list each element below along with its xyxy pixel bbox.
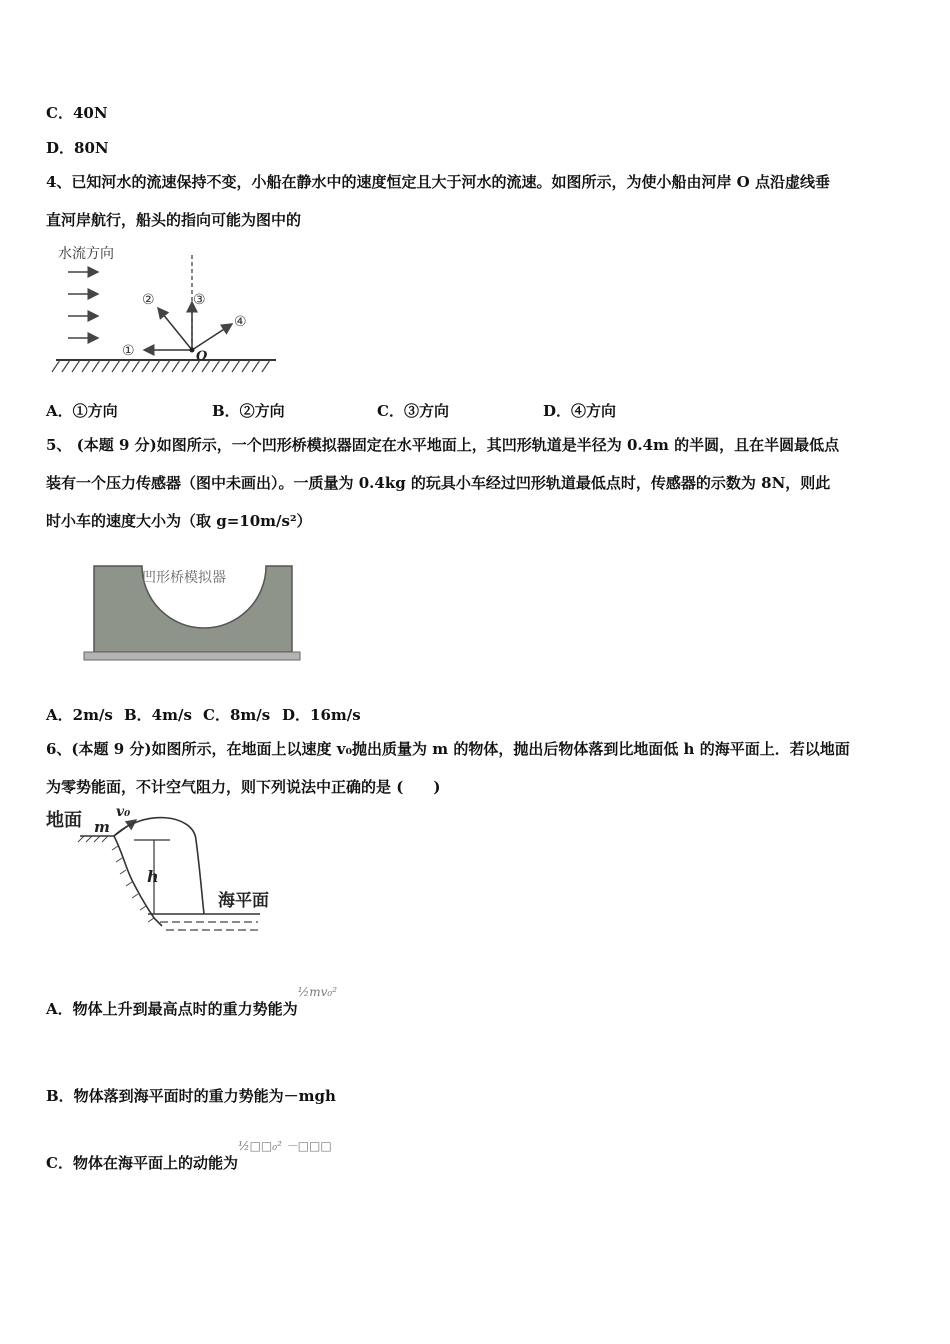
q5-option-c: C．8m/s xyxy=(203,706,271,724)
q4-option-d: D．④方向 xyxy=(543,402,617,420)
direction-4-label: ④ xyxy=(234,314,247,330)
point-o-dot xyxy=(190,348,195,353)
q5-option-d: D．16m/s xyxy=(282,706,361,724)
q6-option-a-formula: ½mv₀² xyxy=(297,985,338,999)
q3-option-c: C．40N xyxy=(46,104,108,122)
q6-stem-line2: 为零势能面，不计空气阻力，则下列说法中正确的是 ( ) xyxy=(46,778,441,796)
direction-4-arrow xyxy=(192,324,232,350)
q4-figure xyxy=(46,238,286,378)
water-flow-label: 水流方向 xyxy=(58,246,114,262)
q3-option-d: D．80N xyxy=(46,139,109,157)
point-o-label: O xyxy=(196,349,208,364)
q5-figure xyxy=(80,560,304,664)
q4-option-c: C．③方向 xyxy=(377,402,449,420)
q4-stem-line2: 直河岸航行，船头的指向可能为图中的 xyxy=(46,211,302,229)
velocity-label: v₀ xyxy=(116,804,131,820)
q6-figure xyxy=(44,800,294,940)
direction-2-label: ② xyxy=(142,292,155,308)
q4-option-a: A．①方向 xyxy=(46,402,118,420)
bridge-base xyxy=(84,652,300,660)
q6-option-a-text: A．物体上升到最高点时的重力势能为 xyxy=(46,1000,298,1018)
mass-label: m xyxy=(94,818,110,836)
q5-option-b: B．4m/s xyxy=(124,706,192,724)
trajectory xyxy=(114,818,204,914)
bridge-label: 凹形桥模拟器 xyxy=(142,570,226,586)
ground-hatching xyxy=(78,836,108,842)
q5-stem-line3: 时小车的速度大小为（取 g=10m/s²） xyxy=(46,512,312,530)
q5-stem-line1: 5、 (本题 9 分)如图所示，一个凹形桥模拟器固定在水平地面上，其凹形轨道是半径为 0.4m 的半圆，且在半圆最低点 xyxy=(46,436,840,454)
q4-stem-line1: 4、已知河水的流速保持不变，小船在静水中的速度恒定且大于河水的流速。如图所示，为使小船由河岸 O 点沿虚线垂 xyxy=(46,173,830,191)
q6-option-a xyxy=(46,985,338,1019)
q6-option-c xyxy=(46,1139,332,1173)
direction-1-label: ① xyxy=(122,343,135,359)
direction-3-label: ③ xyxy=(193,292,206,308)
q6-option-c-text: C．物体在海平面上的动能为 xyxy=(46,1154,238,1172)
q5-option-a: A．2m/s xyxy=(46,706,113,724)
bank-hatching xyxy=(52,360,270,372)
q4-option-b: B．②方向 xyxy=(212,402,285,420)
q6-option-b: B．物体落到海平面时的重力势能为－mgh xyxy=(46,1087,336,1105)
sea-level-label: 海平面 xyxy=(218,891,269,911)
q6-stem-line1: 6、(本题 9 分)如图所示，在地面上以速度 v₀抛出质量为 m 的物体，抛出后物体落到比地面低 h 的海平面上．若以地面 xyxy=(46,740,850,758)
ground-label: 地面 xyxy=(46,810,82,831)
q6-option-c-formula: ½□□₀² －□□□ xyxy=(237,1139,332,1153)
q5-stem-line2: 装有一个压力传感器（图中未画出）。一质量为 0.4kg 的玩具小车经过凹形轨道最低点时，传感器的示数为 8N，则此 xyxy=(46,474,831,492)
direction-2-arrow xyxy=(158,308,192,350)
height-label: h xyxy=(147,867,159,886)
